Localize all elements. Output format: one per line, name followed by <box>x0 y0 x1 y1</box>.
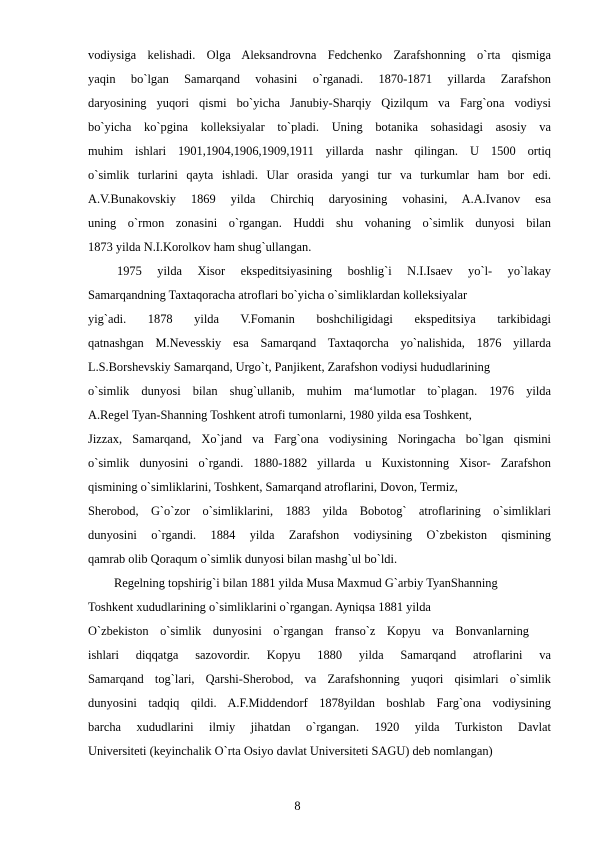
text-line: dunyosini tadqiq qildi. A.F.Middendorf 1878yildan boshlab Farg`ona vodiysining <box>88 696 551 710</box>
text-line: A.V.Bunakovskiy 1869 yilda Chirchiq daryosining vohasini, A.A.Ivanov esa <box>88 192 551 206</box>
text-line: o`simlik turlarini qayta ishladi. Ular orasida yangi tur va turkumlar ham bor edi. <box>88 168 551 182</box>
text-line: A.Regel Tyan-Shanning Toshkent atrofi tumonlarni, 1980 yilda esa Toshkent, <box>88 408 472 422</box>
text-line: dunyosini o`rgandi. 1884 yilda Zarafshon vodiysining O`zbekiston qismining <box>88 528 551 542</box>
text-line: 1873 yilda N.I.Korolkov ham shug`ullangan. <box>88 240 312 254</box>
text-line: bo`yicha ko`pgina kolleksiyalar to`pladi. Uning botanika sohasidagi asosiy va <box>88 120 551 134</box>
text-line: ishlari diqqatga sazovordir. Kopyu 1880 yilda Samarqand atroflarini va <box>88 648 551 662</box>
text-line: muhim ishlari 1901,1904,1906,1909,1911 yillarda nashr qilingan. U 1500 ortiq <box>88 144 551 158</box>
text-line: o`simlik dunyosini o`rgandi. 1880-1882 yillarda u Kuxistonning Xisor- Zarafshon <box>88 456 551 470</box>
text-line: Samarqand tog`lari, Qarshi-Sherobod, va Zarafshonning yuqori qisimlari o`simlik <box>88 672 551 686</box>
text-line: vodiysiga kelishadi. Olga Aleksandrovna Fedchenko Zarafshonning o`rta qismiga <box>88 48 551 62</box>
text-line: Regelning topshirig`i bilan 1881 yilda Musa Maxmud G`arbiy TyanShanning <box>114 576 498 590</box>
text-line: Sherobod, G`o`zor o`simliklarini, 1883 yilda Bobotog` atroflarining o`simliklari <box>88 504 551 518</box>
text-line: Toshkent xududlarining o`simliklarini o`rgangan. Ayniqsa 1881 yilda <box>88 600 431 614</box>
text-line: qismining o`simliklarini, Toshkent, Samarqand atroflarini, Dovon, Termiz, <box>88 480 458 494</box>
text-line: yig`adi. 1878 yilda V.Fomanin boshchiligidagi ekspeditsiya tarkibidagi <box>88 312 551 326</box>
text-line: qatnashgan M.Nevesskiy esa Samarqand Taxtaqorcha yo`nalishida, 1876 yillarda <box>88 336 551 350</box>
text-line: barcha xududlarini ilmiy jihatdan o`rgangan. 1920 yilda Turkiston Davlat <box>88 720 551 734</box>
text-line: Samarqandning Taxtaqoracha atroflari bo`yicha o`simliklardan kolleksiyalar <box>88 288 468 302</box>
text-line: Universiteti (keyinchalik O`rta Osiyo davlat Universiteti SAGU) deb nomlangan) <box>88 744 493 758</box>
page-number: 8 <box>294 799 301 813</box>
text-line: daryosining yuqori qismi bo`yicha Janubiy-Sharqiy Qizilqum va Farg`ona vodiysi <box>88 96 551 110</box>
text-line: o`simlik dunyosi bilan shug`ullanib, muhim ma‘lumotlar to`plagan. 1976 yilda <box>88 384 551 398</box>
text-line: O`zbekiston o`simlik dunyosini o`rgangan franso`z Kopyu va Bonvanlarning <box>88 624 529 638</box>
text-line: uning o`rmon zonasini o`rgangan. Huddi shu vohaning o`simlik dunyosi bilan <box>88 216 551 230</box>
text-line: Jizzax, Samarqand, Xo`jand va Farg`ona vodiysining Noringacha bo`lgan qismini <box>88 432 551 446</box>
text-line: qamrab olib Qoraqum o`simlik dunyosi bilan mashg`ul bo`ldi. <box>88 552 398 566</box>
text-line: 1975 yilda Xisor ekspeditsiyasining boshlig`i N.I.Isaev yo`l- yo`lakay <box>117 264 551 278</box>
text-line: L.S.Borshevskiy Samarqand, Urgo`t, Panjikent, Zarafshon vodiysi hududlarining <box>88 360 491 374</box>
text-line: yaqin bo`lgan Samarqand vohasini o`rganadi. 1870-1871 yillarda Zarafshon <box>88 72 551 86</box>
